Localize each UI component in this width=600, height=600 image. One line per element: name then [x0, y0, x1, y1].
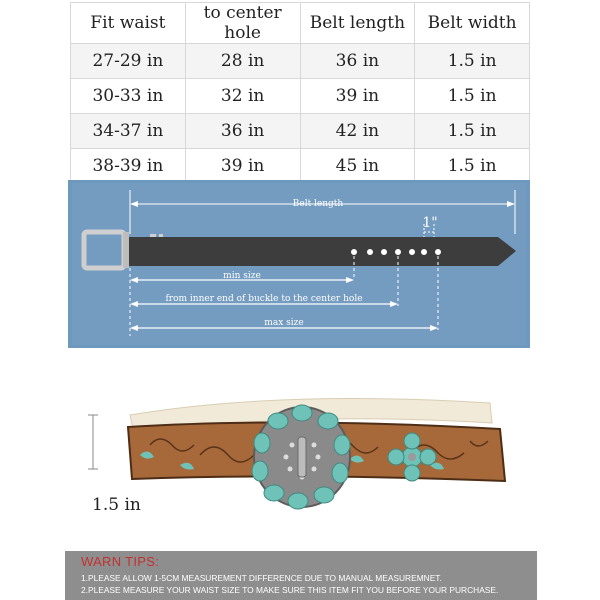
- warn-tips-panel: [65, 551, 537, 600]
- max-size-label: max size: [264, 318, 304, 328]
- cell-belt-length: 42 in: [300, 114, 415, 149]
- table-row: [71, 114, 530, 149]
- cell-belt-length: 36 in: [300, 44, 415, 79]
- cell-fit-waist: 30-33 in: [71, 79, 186, 114]
- min-size-label: min size: [223, 271, 261, 281]
- cell-belt-length: 45 in: [300, 149, 415, 184]
- cell-center-hole: 32 in: [185, 79, 300, 114]
- cell-belt-length: 39 in: [300, 79, 415, 114]
- header-belt-length: Belt length: [300, 3, 415, 44]
- size-chart-table: [70, 2, 530, 184]
- cell-belt-width: 1.5 in: [415, 44, 530, 79]
- belt-product-photo: [80, 385, 520, 515]
- warn-tip-line: 1.PLEASE ALLOW 1-5CM MEASUREMENT DIFFERENCE DUE TO MANUAL MEASUREMNET.: [81, 573, 442, 583]
- belt-length-label: Belt length: [292, 199, 344, 209]
- table-row: [71, 79, 530, 114]
- center-hole-label: from inner end of buckle to the center hole: [165, 294, 363, 304]
- cell-center-hole: 39 in: [185, 149, 300, 184]
- table-header-row: [71, 3, 530, 44]
- table-row: [71, 44, 530, 79]
- header-fit-waist: Fit waist: [71, 3, 186, 44]
- warn-tips-title: WARN TIPS:: [81, 554, 160, 569]
- cell-fit-waist: 34-37 in: [71, 114, 186, 149]
- header-center-hole: to center hole: [185, 3, 300, 44]
- width-indicator: [88, 415, 98, 469]
- warn-tip-line: 2.PLEASE MEASURE YOUR WAIST SIZE TO MAKE SURE THIS ITEM FIT YOU BEFORE YOUR PURCHASE.: [81, 585, 499, 595]
- belt-width-label: 1.5 in: [92, 495, 141, 515]
- cell-center-hole: 36 in: [185, 114, 300, 149]
- cell-center-hole: 28 in: [185, 44, 300, 79]
- belt-strap: [129, 237, 516, 266]
- cell-fit-waist: 38-39 in: [71, 149, 186, 184]
- cell-belt-width: 1.5 in: [415, 114, 530, 149]
- cell-belt-width: 1.5 in: [415, 79, 530, 114]
- hole-spacing-label: 1": [422, 215, 438, 231]
- header-belt-width: Belt width: [415, 3, 530, 44]
- cell-belt-width: 1.5 in: [415, 149, 530, 184]
- cell-fit-waist: 27-29 in: [71, 44, 186, 79]
- table-row: [71, 149, 530, 184]
- belt-measurement-diagram: [68, 180, 530, 348]
